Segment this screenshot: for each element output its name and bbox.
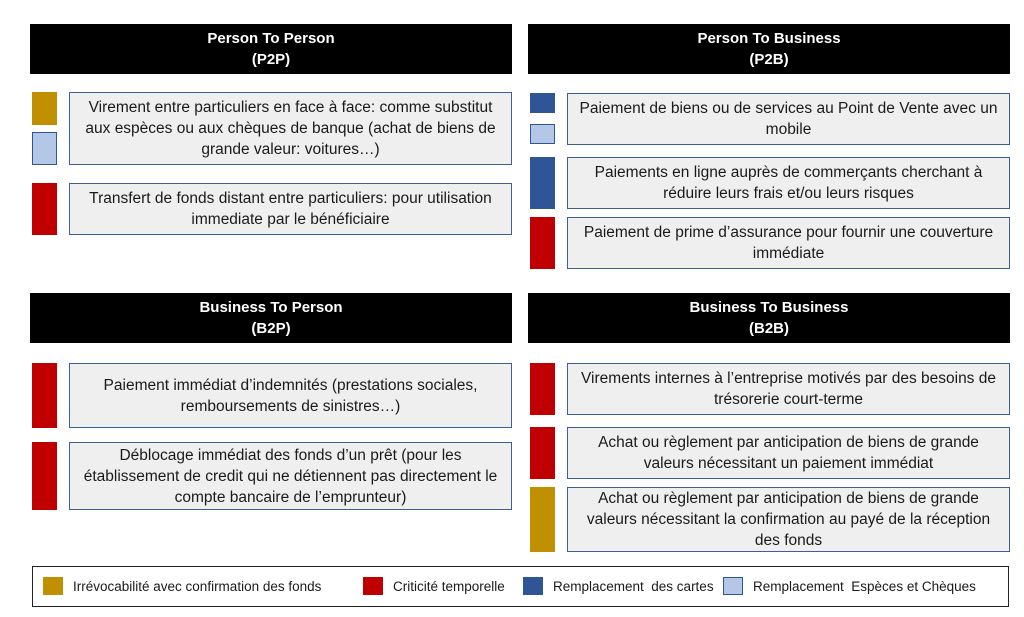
b2p-item-2: Déblocage immédiat des fonds d’un prêt (pour les établissement de credit qui ne détiennent pas directement le compte bancaire de l’emprunteur): [69, 442, 512, 510]
header-b2b-code: (B2B): [749, 320, 789, 337]
legend-label: Remplacement Espèces et Chèques: [753, 578, 976, 594]
marker-cash-replacement: [530, 124, 555, 144]
marker-cash-replacement: [32, 132, 57, 165]
marker-time-critical: [32, 442, 57, 510]
marker-time-critical: [530, 363, 555, 415]
header-p2b-code: (P2B): [749, 51, 789, 68]
legend-swatch-blue: [523, 577, 543, 595]
p2b-item-1: Paiement de biens ou de services au Point de Vente avec un mobile: [567, 93, 1010, 145]
marker-time-critical: [32, 183, 57, 235]
legend-item-cash-replacement: [723, 577, 976, 595]
b2b-item-1: Virements internes à l’entreprise motivés par des besoins de trésorerie court-terme: [567, 363, 1010, 415]
b2p-item-1: Paiement immédiat d’indemnités (prestations sociales, remboursements de sinistres…): [69, 363, 512, 428]
header-p2p: [30, 24, 512, 74]
marker-time-critical: [530, 217, 555, 269]
legend-label: Remplacement des cartes: [553, 578, 714, 594]
marker-irrevocability: [530, 487, 555, 552]
header-p2b-title: Person To Business: [697, 30, 841, 47]
header-b2b: [528, 293, 1010, 343]
marker-time-critical: [32, 363, 57, 428]
legend-label: Criticité temporelle: [393, 578, 505, 594]
header-p2p-code: (P2P): [251, 51, 291, 68]
legend-swatch-light-blue: [723, 577, 743, 595]
legend-swatch-gold: [43, 577, 63, 595]
legend: [32, 566, 1009, 607]
marker-card-replacement: [530, 157, 555, 209]
header-p2p-title: Person To Person: [207, 30, 335, 47]
header-b2p-code: (B2P): [251, 320, 291, 337]
header-b2p: [30, 293, 512, 343]
legend-item-card-replacement: [523, 577, 714, 595]
b2b-item-3: Achat ou règlement par anticipation de biens de grande valeurs nécessitant la confirmation au payé de la réception des fonds: [567, 487, 1010, 552]
legend-swatch-red: [363, 577, 383, 595]
header-b2p-title: Business To Person: [199, 299, 343, 316]
legend-item-irrevocability: [43, 577, 321, 595]
header-b2b-title: Business To Business: [689, 299, 849, 316]
marker-card-replacement: [530, 93, 555, 113]
marker-time-critical: [530, 427, 555, 479]
p2p-item-1: Virement entre particuliers en face à face: comme substitut aux espèces ou aux chèques de banque (achat de biens de grande valeur: voitures…): [69, 92, 512, 165]
p2b-item-3: Paiement de prime d’assurance pour fournir une couverture immédiate: [567, 217, 1010, 269]
b2b-item-2: Achat ou règlement par anticipation de biens de grande valeurs nécessitant un paiement immédiat: [567, 427, 1010, 479]
header-p2b: [528, 24, 1010, 74]
p2b-item-2: Paiements en ligne auprès de commerçants cherchant à réduire leurs frais et/ou leurs risques: [567, 157, 1010, 209]
marker-irrevocability: [32, 92, 57, 125]
legend-item-time-critical: [363, 577, 505, 595]
p2p-item-2: Transfert de fonds distant entre particuliers: pour utilisation immediate par le bénéficiaire: [69, 183, 512, 235]
legend-label: Irrévocabilité avec confirmation des fonds: [73, 578, 322, 594]
